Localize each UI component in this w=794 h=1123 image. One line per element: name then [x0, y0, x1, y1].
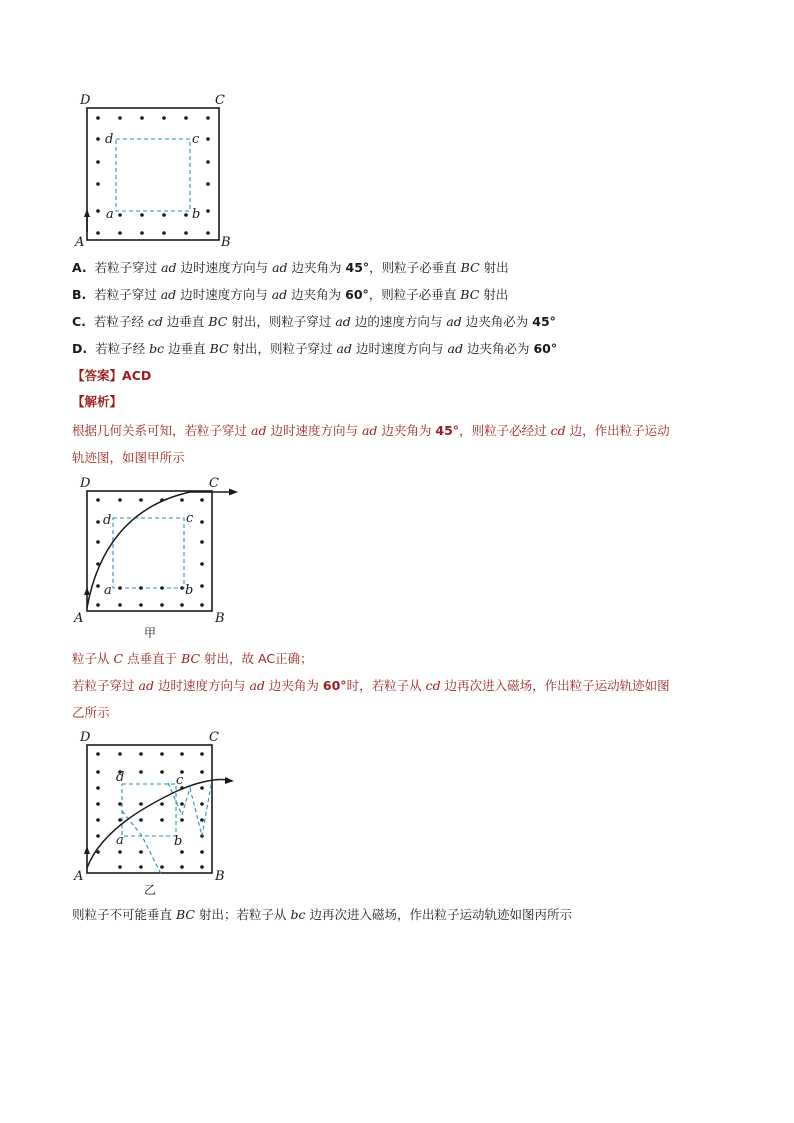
figure-3 — [72, 728, 252, 900]
paragraph-3-line-1: 若粒子穿过 ad 边时速度方向与 ad 边夹角为 60°时，若粒子从 cd 边再次进入磁场，作出粒子运动轨迹如图 — [72, 678, 670, 693]
label-a: a — [116, 833, 124, 848]
label-C: C — [215, 93, 225, 108]
label-b: b — [174, 834, 183, 849]
label-D: D — [80, 93, 91, 108]
paragraph-3-line-2: 乙所示 — [72, 705, 110, 720]
entry-arrowhead — [84, 587, 90, 595]
paragraph-4: 则粒子不可能垂直 BC 射出；若粒子从 bc 边再次进入磁场，作出粒子运动轨迹如图丙所示 — [72, 907, 572, 922]
entry-arrowhead — [84, 846, 90, 854]
label-d: d — [103, 513, 112, 528]
label-A: A — [74, 869, 84, 884]
figure-caption: 乙 — [144, 883, 157, 897]
option-c: C. 若粒子经 cd 边垂直 BC 射出，则粒子穿过 ad 边的速度方向与 ad 边夹角必为 45° — [72, 314, 556, 329]
option-d: D. 若粒子经 bc 边垂直 BC 射出，则粒子穿过 ad 边时速度方向与 ad 边夹角必为 60° — [72, 341, 558, 356]
trajectory-curve — [87, 779, 227, 868]
label-b: b — [192, 207, 201, 222]
entry-arrow — [84, 209, 90, 232]
label-c: c — [176, 773, 184, 788]
label-c: c — [186, 511, 194, 526]
inner-dashed-square — [116, 139, 190, 211]
label-A: A — [74, 611, 84, 626]
analysis-heading: 【解析】 — [72, 394, 123, 409]
option-b: B. 若粒子穿过 ad 边时速度方向与 ad 边夹角为 60°，则粒子必垂直 BC 射出 — [72, 287, 509, 302]
exit-arrowhead — [225, 777, 234, 784]
figure-2 — [72, 472, 252, 644]
label-d: d — [105, 132, 114, 147]
paragraph-1-line-2: 轨迹图，如图甲所示 — [72, 450, 185, 465]
label-B: B — [215, 611, 225, 626]
label-B: B — [221, 235, 231, 250]
paragraph-1-line-1: 根据几何关系可知，若粒子穿过 ad 边时速度方向与 ad 边夹角为 45°，则粒子必经过 cd 边，作出粒子运动 — [72, 423, 670, 438]
figure-1 — [72, 92, 232, 252]
inner-dashed-square — [122, 784, 176, 836]
label-B: B — [215, 869, 225, 884]
label-c: c — [192, 132, 200, 147]
label-C: C — [209, 730, 219, 745]
label-b: b — [185, 583, 194, 598]
label-d: d — [116, 770, 125, 785]
answer-line: 【答案】ACD — [72, 368, 152, 383]
dashed-construction-lines — [122, 780, 212, 876]
label-a: a — [104, 583, 112, 598]
label-C: C — [209, 476, 219, 491]
label-a: a — [106, 207, 114, 222]
option-a: A. 若粒子穿过 ad 边时速度方向与 ad 边夹角为 45°，则粒子必垂直 BC 射出 — [72, 260, 509, 275]
label-D: D — [80, 476, 91, 491]
label-A: A — [75, 235, 85, 250]
exit-arrowhead — [229, 489, 238, 496]
figure-caption: 甲 — [144, 626, 157, 640]
paragraph-2: 粒子从 C 点垂直于 BC 射出，故 AC正确； — [72, 651, 313, 666]
outer-square — [87, 745, 212, 873]
label-D: D — [80, 730, 91, 745]
